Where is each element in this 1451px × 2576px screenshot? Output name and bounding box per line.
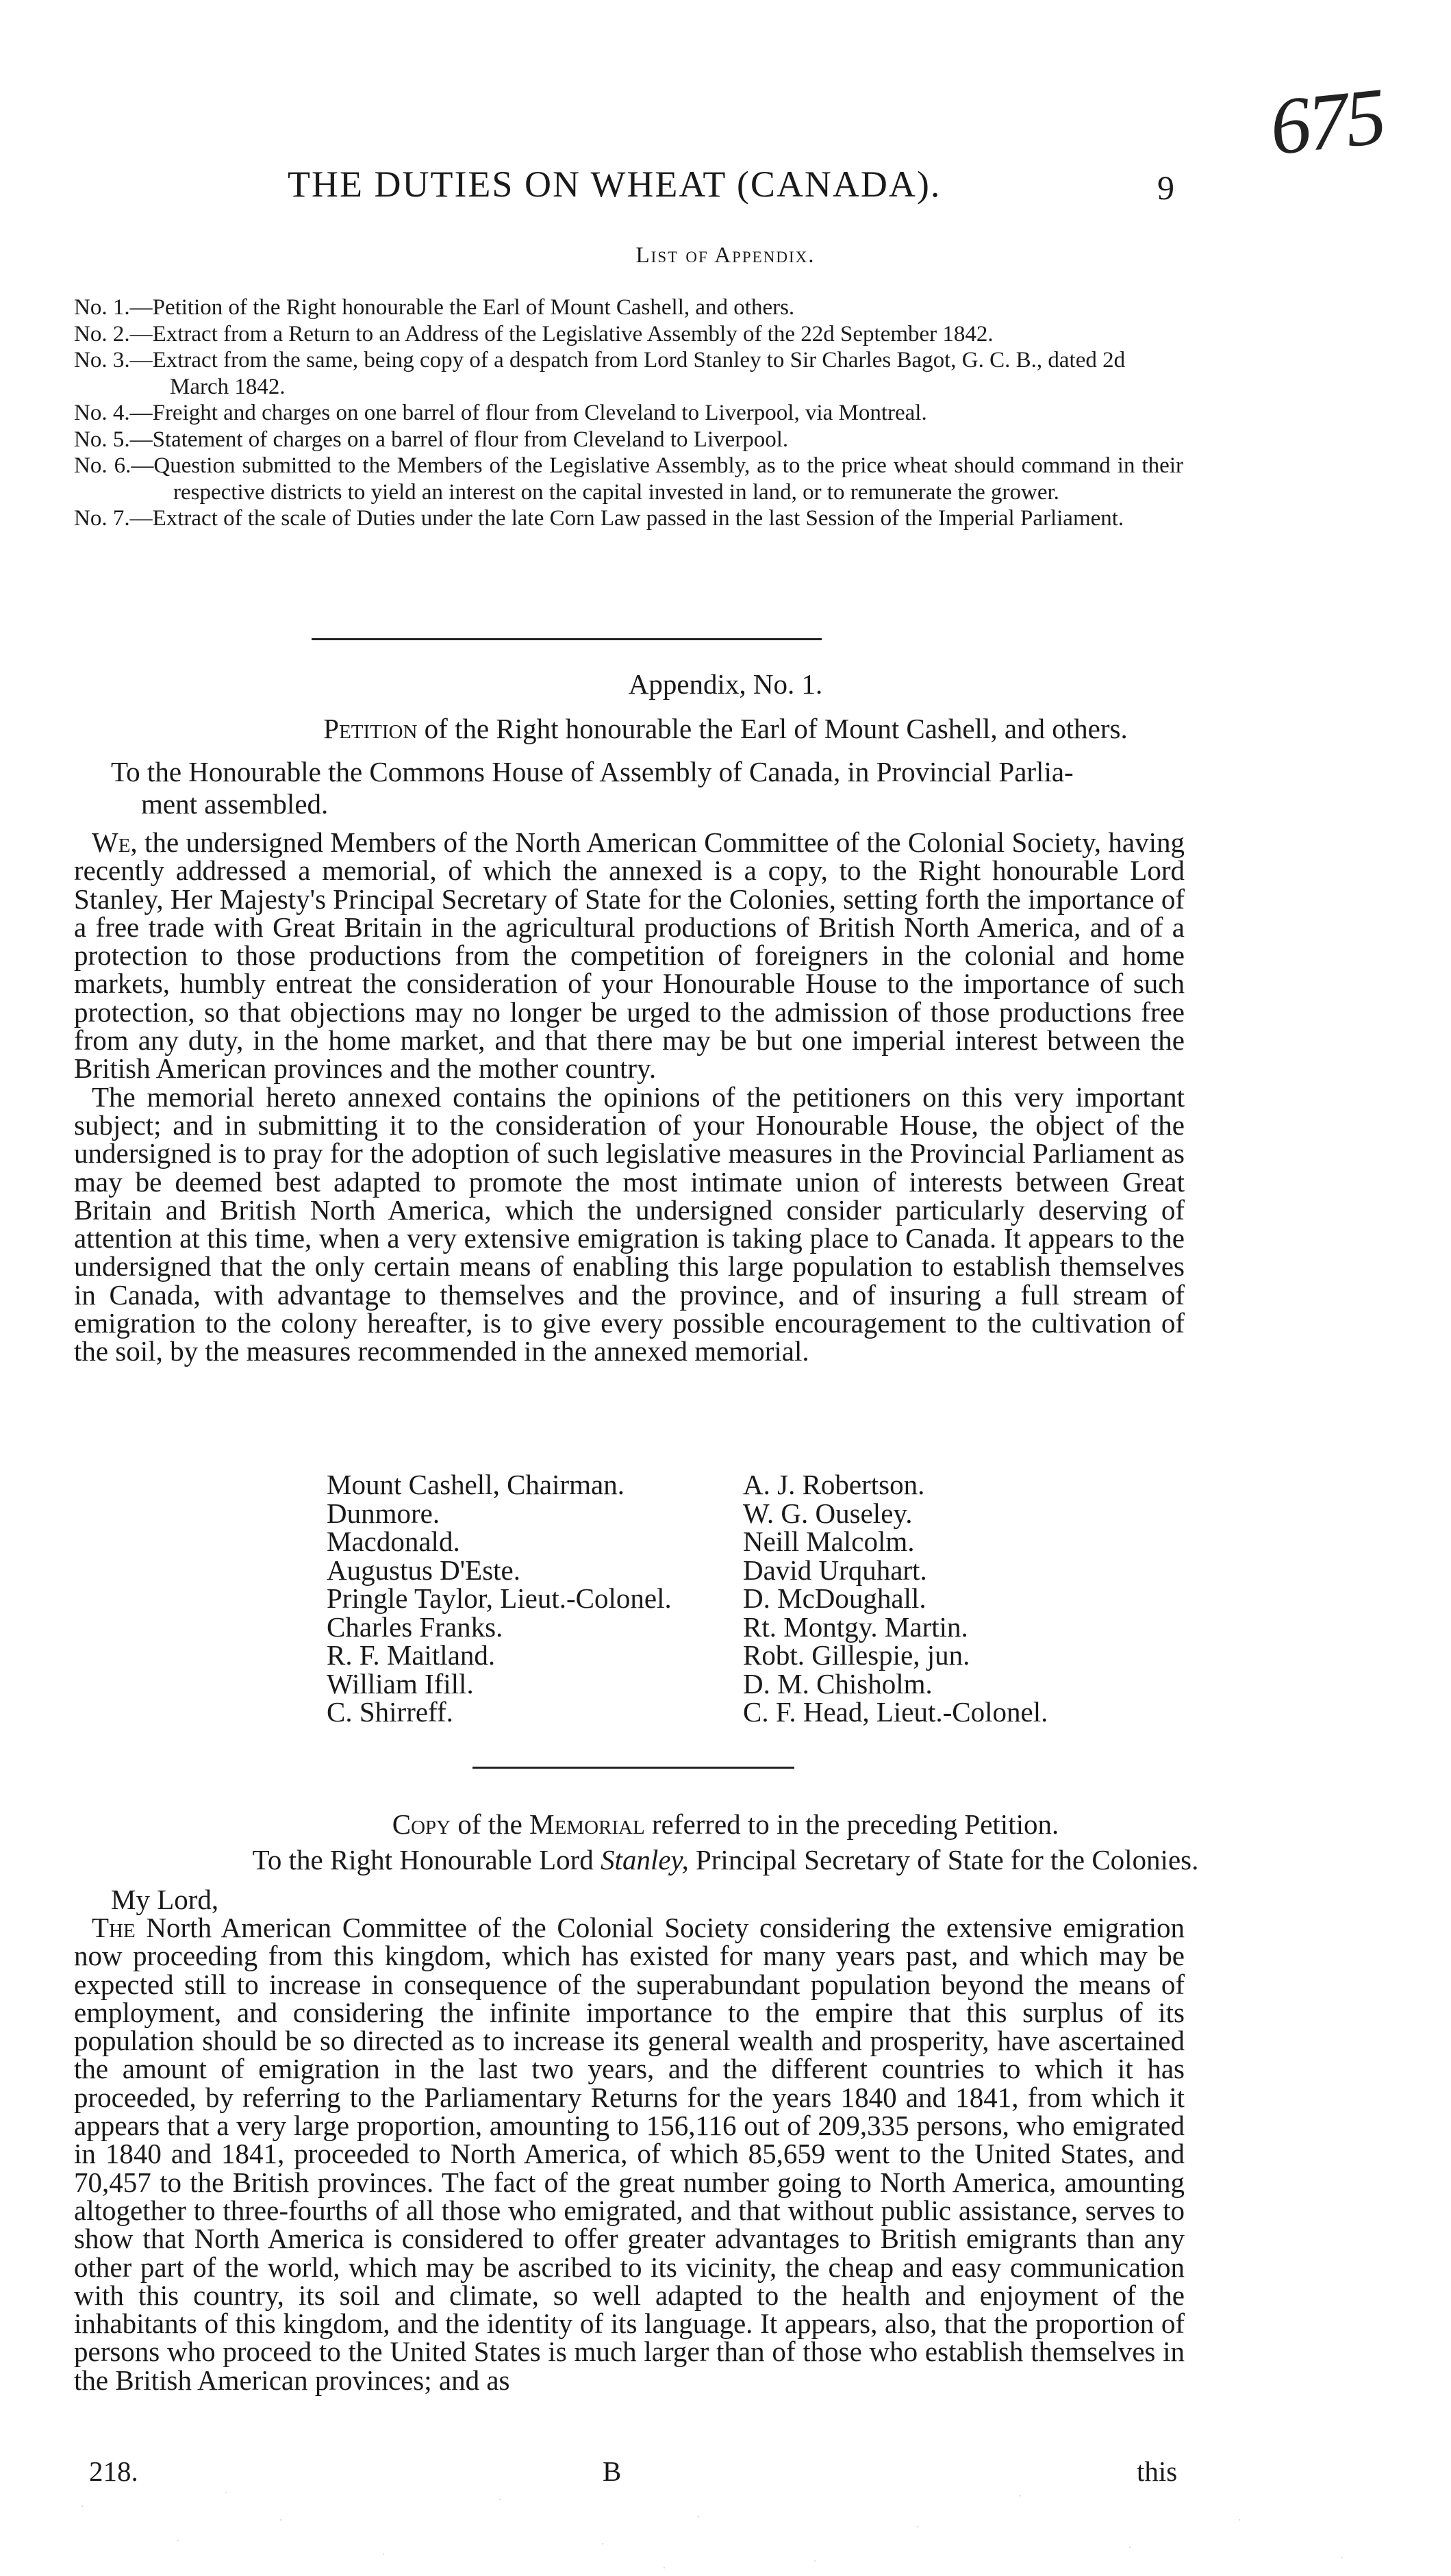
signatories-left: [327, 1471, 672, 1727]
list-item: No. 5.—Statement of charges on a barrel of flour from Cleveland to Liverpool.: [74, 427, 789, 452]
signatory: Rt. Montgy. Martin.: [743, 1611, 968, 1643]
section-divider: [312, 638, 822, 640]
petition-body: [74, 826, 1185, 1367]
memorial-salutation: My Lord,: [111, 1884, 219, 1915]
signatory: C. F. Head, Lieut.-Colonel.: [743, 1696, 1048, 1728]
signatory: D. McDoughall.: [743, 1582, 926, 1614]
petition-paragraph: The memorial hereto annexed contains the opinions of the petitioners on this very important subject; and in submitting it to the consideration of your Honourable House, the object of the undersigned is to pray for the adoption of such legislative measures in the Provincial Parliament as may be deemed best adapted to promote the most intimate union of interests between Great Britain and British North America, which the undersigned consider particularly deserving of attention at this time, when a very extensive emigration is taking place to Canada. It appears to the undersigned that the only certain means of enabling this large population to establish themselves in Canada, with advantage to themselves and the province, and of insuring a full stream of emigration to the colony hereafter, is to give every possible encouragement to the cultivation of the soil, by the measures recommended in the annexed memorial.: [74, 1081, 1185, 1367]
petition-paragraph: We, the undersigned Members of the North American Committee of the Colonial Society, having recently addressed a memorial, of which the annexed is a copy, to the Right honourable Lord Stanley, Her Majesty's Principal Secretary of State for the Colonies, setting forth the importance of a free trade with Great Britain in the agricultural productions of British North America, and of a protection to those productions from the competition of foreigners in the colonial and home markets, humbly entreat the consideration of your Honourable House to the importance of such protection, so that objections may no longer be urged to the admission of those productions free from any duty, in the home market, and that there may be but one imperial interest between the British American provinces and the mother country.: [74, 826, 1185, 1085]
signatory: Charles Franks.: [327, 1611, 503, 1643]
signatory: Macdonald.: [327, 1526, 460, 1557]
list-item: No. 7.—Extract of the scale of Duties under the late Corn Law passed in the last Session of the Imperial Parliament.: [74, 506, 1124, 531]
signatory: Pringle Taylor, Lieut.-Colonel.: [327, 1582, 672, 1614]
footer-signature-mark: B: [603, 2455, 622, 2487]
appendix-label: Appendix, No. 1.: [628, 668, 823, 700]
appendix-list-heading: List of Appendix.: [635, 243, 816, 268]
signatory: C. Shirreff.: [327, 1696, 453, 1728]
handwritten-folio-number: 675: [1265, 71, 1388, 173]
signatory: A. J. Robertson.: [743, 1469, 925, 1500]
signatory: Mount Cashell, Chairman.: [327, 1469, 625, 1500]
page-number: 9: [1157, 168, 1174, 207]
memorial-paragraph: The North American Committee of the Colonial Society considering the extensive emigration now proceeding from this kingdom, which has existed for many years past, and which may be expected still to increase in consequence of the superabundant population beyond the means of employment, and considering the infinite importance to the empire that this surplus of its population should be so directed as to increase its general wealth and prosperity, have ascertained the amount of emigration in the last two years, and the different countries to which it has proceeded, by referring to the Parliamentary Returns for the years 1840 and 1841, from which it appears that a very large proportion, amounting to 156,116 out of 209,335 persons, who emigrated in 1840 and 1841, proceeded to North America, of which 85,659 went to the United States, and 70,457 to the British provinces. The fact of the great number going to North America, amounting altogether to three-fourths of all those who emigrated, and that without public assistance, serves to show that North America is considered to offer greater advantages to British emigrants than any other part of the world, which may be ascribed to its vicinity, the cheap and easy communication with this country, its soil and climate, so well adapted to the health and enjoyment of the inhabitants of this kingdom, and the identity of its language. It appears, also, that the proportion of persons who proceed to the United States is much larger than of those who establish themselves in the British American provinces; and as: [74, 1912, 1185, 2396]
appendix-list: [74, 294, 1183, 532]
memorial-addressee: To the Right Honourable Lord Stanley, Principal Secretary of State for the Colonies.: [252, 1844, 1199, 1876]
list-item: No. 2.—Extract from a Return to an Address of the Legislative Assembly of the 22d September 1842.: [74, 321, 994, 346]
list-item: No. 3.—Extract from the same, being copy of a despatch from Lord Stanley to Sir Charles Bagot, G. C. B., dated 2d March 1842.: [74, 348, 1126, 399]
signatory: Robt. Gillespie, jun.: [743, 1639, 970, 1671]
footer-sheet-number: 218.: [89, 2455, 138, 2487]
memorial-body: [74, 1914, 1185, 2395]
signatory: Neill Malcolm.: [743, 1526, 915, 1557]
list-item: No. 6.—Question submitted to the Members of the Legislative Assembly, as to the price wheat should command in their respective districts to yield an interest on the capital invested in land, or to remunerate the grower.: [74, 453, 1183, 505]
paper-speckle: [0, 2479, 1451, 2576]
signatory: W. G. Ouseley.: [743, 1497, 913, 1529]
running-title: THE DUTIES ON WHEAT (CANADA).: [288, 164, 942, 205]
list-item: No. 4.—Freight and charges on one barrel of flour from Cleveland to Liverpool, via Montreal.: [74, 401, 927, 425]
memorial-title: Copy of the Memorial referred to in the preceding Petition.: [392, 1808, 1059, 1840]
list-item: No. 1.—Petition of the Right honourable the Earl of Mount Cashell, and others.: [74, 295, 795, 320]
footer-catchword: this: [1137, 2455, 1178, 2487]
signatory: R. F. Maitland.: [327, 1639, 496, 1671]
signatory: David Urquhart.: [743, 1554, 927, 1586]
section-divider: [472, 1767, 794, 1769]
signatory: D. M. Chisholm.: [743, 1667, 933, 1700]
signatory: Augustus D'Este.: [327, 1554, 520, 1586]
signatory: Dunmore.: [327, 1497, 440, 1529]
signatories-right: [743, 1471, 1048, 1727]
petition-addressee: To the Honourable the Commons House of Assembly of Canada, in Provincial Parlia- ment assembled.: [111, 756, 1074, 820]
petition-title: Petition of the Right honourable the Earl of Mount Cashell, and others.: [323, 713, 1128, 744]
signatory: William Ifill.: [327, 1667, 474, 1700]
